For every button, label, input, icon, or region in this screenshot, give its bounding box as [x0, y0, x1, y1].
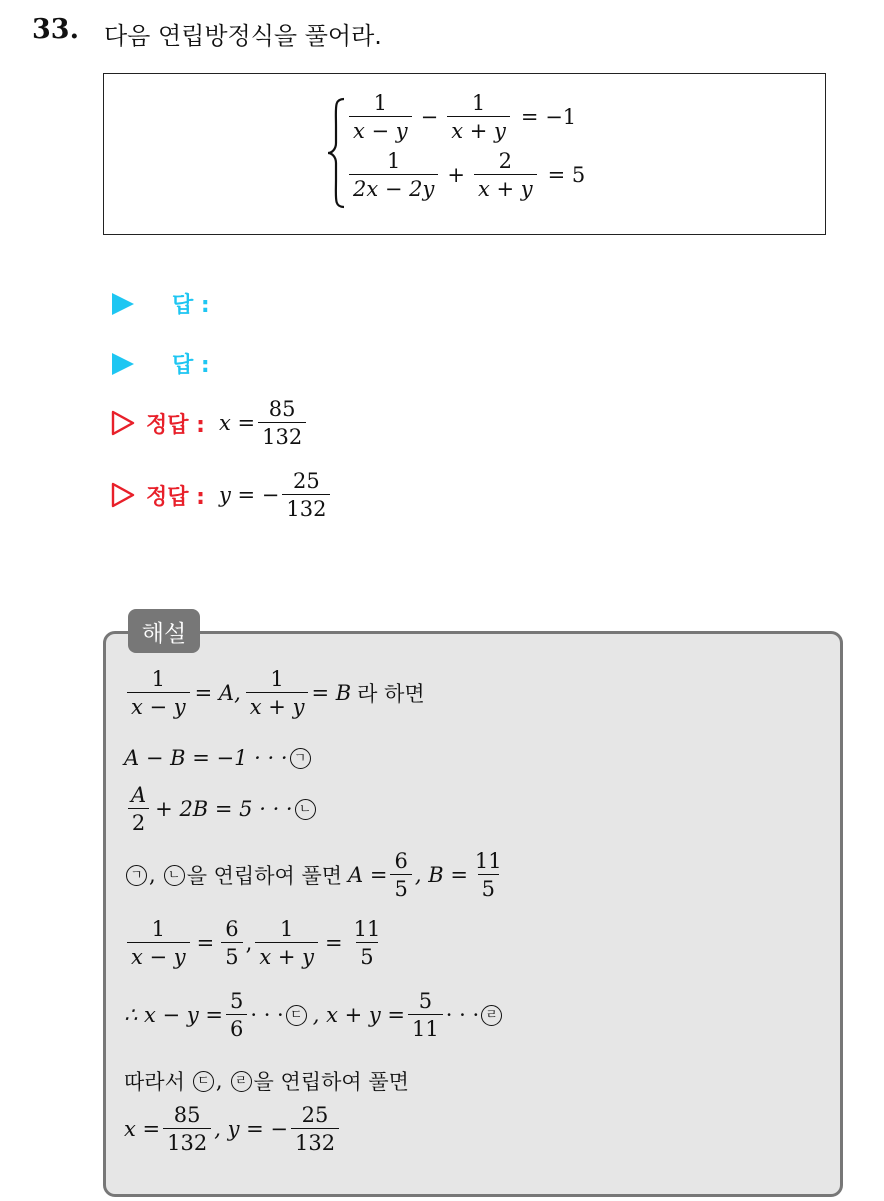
circled-mark: ㄷ	[193, 1071, 214, 1092]
question-text: 다음 연립방정식을 풀어라.	[104, 22, 382, 50]
answer-y-fraction: $\frac{25}{132}$	[282, 470, 330, 520]
play-arrow-icon	[112, 353, 134, 375]
circled-mark: ㄴ	[295, 799, 316, 820]
solution-line-8: x = $\frac{85}{132}$ , y = − $\frac{25}{132}$	[124, 1104, 342, 1154]
answer-row-2	[112, 348, 210, 379]
correct-label: 정답 :	[146, 412, 205, 438]
correct-answer-x	[110, 398, 309, 448]
solution-line-4: ㄱ , ㄴ 을 연립하여 풀면 A = $\frac{6}{5}$ , B = $\frac{11}{5}$	[124, 850, 509, 900]
left-brace-icon	[326, 97, 348, 209]
answer-label: 답 :	[172, 293, 210, 318]
answer-row-1	[112, 288, 210, 319]
answer-x-lhs: x =	[218, 411, 256, 436]
circled-mark: ㄹ	[481, 1005, 502, 1026]
circled-mark: ㄱ	[290, 748, 311, 769]
system-eq2: $\frac{1}{2x - 2y}$ + $\frac{2}{x + y}$ = 5	[346, 150, 585, 200]
answer-y-lhs: y = −	[218, 483, 280, 508]
solution-line-6: ∴ x − y = $\frac{5}{6}$ · · · ㄷ , x + y = $\frac{5}{11}$ · · · ㄹ	[124, 990, 504, 1040]
system-eq1: $\frac{1}{x - y}$ − $\frac{1}{x + y}$ = −1	[346, 92, 576, 142]
solution-line-1: $\frac{1}{x - y}$ = A, $\frac{1}{x + y}$ = B 라 하면	[124, 668, 425, 718]
question-number: 33.	[32, 14, 79, 45]
solution-line-7: 따라서 ㄷ , ㄹ 을 연립하여 풀면	[124, 1069, 409, 1094]
solution-tag: 해설	[128, 609, 200, 653]
outline-arrow-icon	[110, 410, 136, 436]
circled-mark: ㄱ	[126, 865, 147, 886]
outline-arrow-icon	[110, 482, 136, 508]
solution-line-2: A − B = −1 · · · ㄱ	[124, 746, 313, 770]
circled-mark: ㄹ	[231, 1071, 252, 1092]
play-arrow-icon	[112, 293, 134, 315]
answer-x-fraction: $\frac{85}{132}$	[258, 398, 306, 448]
correct-answer-y	[110, 470, 333, 520]
circled-mark: ㄷ	[286, 1005, 307, 1026]
answer-label: 답 :	[172, 353, 210, 378]
circled-mark: ㄴ	[164, 865, 185, 886]
correct-label: 정답 :	[146, 484, 205, 510]
solution-line-3: $\frac{A}{2}$ + 2B = 5 · · · ㄴ	[124, 784, 318, 834]
solution-line-5: $\frac{1}{x - y}$ = $\frac{6}{5}$ , $\frac{1}{x + y}$ = $\frac{11}{5}$	[124, 918, 387, 968]
